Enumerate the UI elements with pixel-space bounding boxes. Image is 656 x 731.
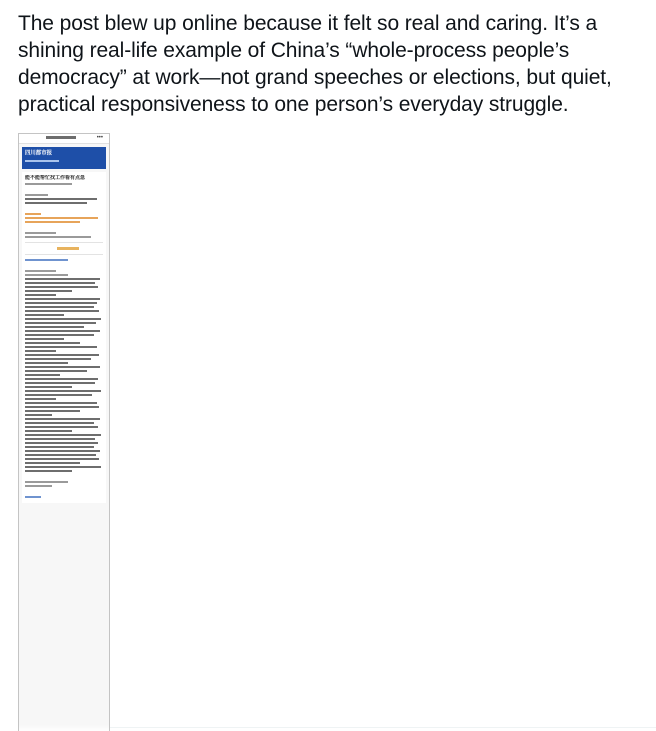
image-fade — [19, 725, 109, 731]
app-banner — [22, 147, 106, 169]
more-icon: ••• — [96, 135, 103, 141]
document-body — [22, 172, 106, 503]
attached-screenshot[interactable] — [18, 133, 110, 731]
status-title — [46, 136, 76, 139]
app-brand: 四川都市报 — [25, 150, 53, 157]
document-title: 能不能帮忙找工作看有点急 — [25, 175, 86, 181]
phone-status-bar — [19, 134, 109, 144]
reply-button-graphic — [57, 247, 79, 250]
post-text: The post blew up online because it felt so real and caring. It’s a shining real-life example of China’s “whole-process people’s democracy” at work—not grand speeches or elections, but quiet, practical responsiveness to one person’s everyday struggle. — [18, 12, 612, 116]
post-divider — [110, 727, 656, 728]
app-banner-subline — [25, 160, 59, 162]
